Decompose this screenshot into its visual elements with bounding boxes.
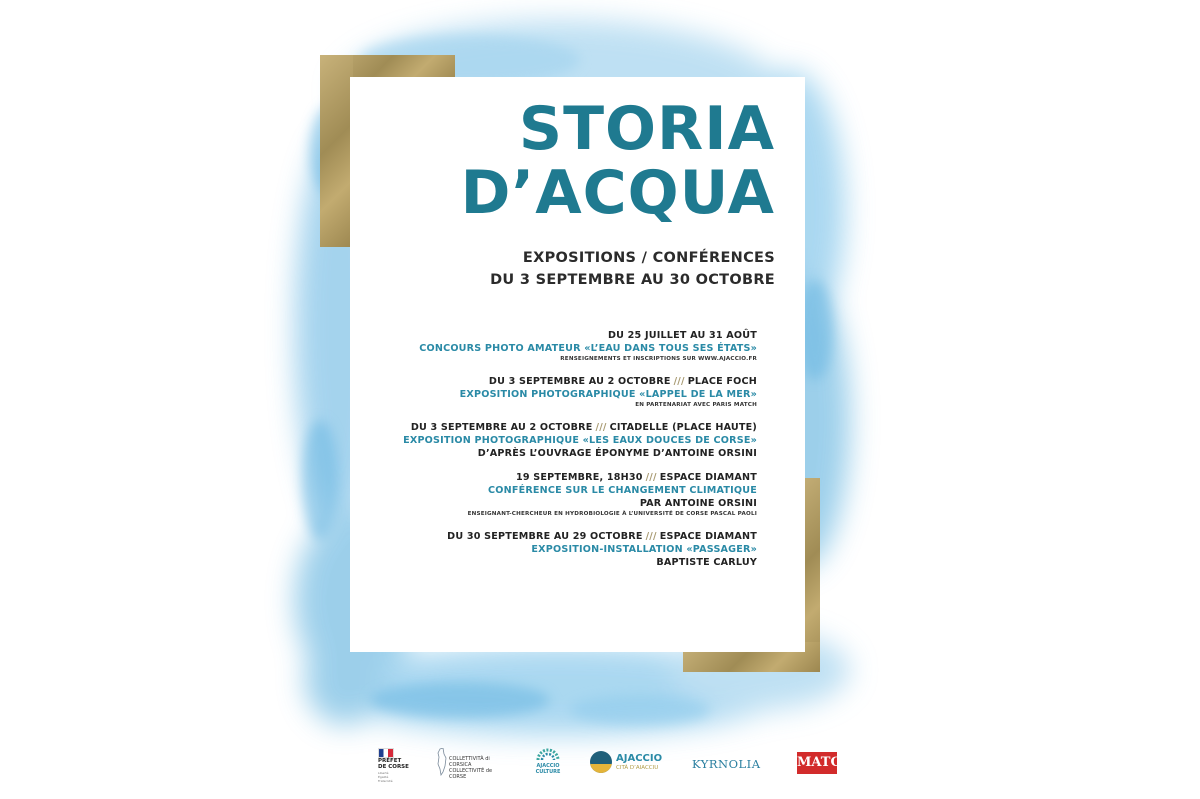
- poster-subtitle: [490, 247, 775, 291]
- event-date: 19 SEPTEMBRE, 18H30: [515, 472, 643, 483]
- title-line-2: D’ACQUA: [460, 158, 775, 228]
- event-note: ENSEIGNANT-CHERCHEUR EN HYDROBIOLOGIE À L’UNIVERSITÉ DE CORSE PASCAL PAOLI: [467, 511, 757, 517]
- ajaccio-culture-logo: [528, 744, 568, 784]
- poster-title: [460, 94, 775, 228]
- ajaccio-subtitle: CITÀ D’AIACCIU: [616, 765, 659, 771]
- event-separator: ///: [645, 531, 657, 542]
- event-heading: [337, 471, 757, 484]
- partner-logos: [370, 744, 854, 788]
- event-heading: [337, 375, 757, 388]
- event-item: [337, 471, 757, 519]
- prefet-motto: Liberté Égalité Fraternité: [378, 771, 393, 783]
- event-date: DU 3 SEPTEMBRE AU 2 OCTOBRE: [488, 376, 671, 387]
- gold-bracket-top-left-vertical: [320, 55, 353, 247]
- ajaccio-culture-label: AJACCIO CULTURE: [535, 763, 561, 775]
- prefet-label: PRÉFET DE CORSE: [378, 758, 409, 770]
- event-item: [337, 329, 757, 364]
- kyrnolia-logo: [692, 744, 772, 784]
- event-detail: D’APRÈS L’OUVRAGE ÉPONYME D’ANTOINE ORSINI: [477, 448, 757, 459]
- event-item: [337, 421, 757, 460]
- french-flag-icon: [378, 748, 394, 758]
- corsica-label: COLLETTIVITÀ di CORSICA COLLECTIVITÉ de CORSE: [449, 756, 493, 780]
- event-heading: [337, 421, 757, 434]
- subtitle-line-1: EXPOSITIONS / CONFÉRENCES: [522, 250, 775, 266]
- collectivite-de-corse-logo: [437, 744, 507, 784]
- event-separator: ///: [673, 376, 685, 387]
- paris-match-logo: [797, 744, 854, 784]
- wave-arc-icon: [536, 746, 560, 762]
- corsica-island-icon: [437, 748, 447, 776]
- event-list: [337, 329, 757, 580]
- poster-card: [350, 77, 805, 652]
- event-separator: ///: [595, 422, 607, 433]
- subtitle-line-2: DU 3 SEPTEMBRE AU 30 OCTOBRE: [490, 272, 775, 288]
- event-note: RENSEIGNEMENTS ET INSCRIPTIONS SUR WWW.AJACCIO.FR: [560, 356, 757, 362]
- event-item: [337, 375, 757, 410]
- event-detail: BAPTISTE CARLUY: [656, 557, 757, 568]
- ajaccio-city-logo: [590, 744, 670, 784]
- event-place: ESPACE DIAMANT: [659, 472, 757, 483]
- city-emblem-icon: [590, 751, 612, 773]
- match-label: MATCH: [797, 752, 837, 774]
- kyrnolia-label: KYRNOLIA: [692, 757, 761, 771]
- event-item: [337, 530, 757, 569]
- ajaccio-name: AJACCIO: [616, 753, 663, 764]
- event-note: EN PARTENARIAT AVEC PARIS MATCH: [635, 402, 757, 408]
- event-title: EXPOSITION PHOTOGRAPHIQUE «LAPPEL DE LA MER»: [459, 389, 757, 400]
- event-detail: PAR ANTOINE ORSINI: [639, 498, 757, 509]
- prefet-de-corse-logo: [376, 744, 410, 784]
- event-date: DU 30 SEPTEMBRE AU 29 OCTOBRE: [447, 531, 643, 542]
- event-title: EXPOSITION-INSTALLATION «PASSAGER»: [531, 544, 757, 555]
- event-place: PLACE FOCH: [687, 376, 757, 387]
- event-place: ESPACE DIAMANT: [659, 531, 757, 542]
- event-title: CONFÉRENCE SUR LE CHANGEMENT CLIMATIQUE: [488, 485, 757, 496]
- event-separator: ///: [645, 472, 657, 483]
- event-date: DU 25 JUILLET AU 31 AOÛT: [607, 330, 757, 341]
- event-date: DU 3 SEPTEMBRE AU 2 OCTOBRE: [410, 422, 593, 433]
- title-line-1: STORIA: [518, 94, 775, 164]
- event-heading: [337, 530, 757, 543]
- event-place: CITADELLE (PLACE HAUTE): [609, 422, 757, 433]
- event-title: CONCOURS PHOTO AMATEUR «L’EAU DANS TOUS SES ÉTATS»: [419, 343, 757, 354]
- event-title: EXPOSITION PHOTOGRAPHIQUE «LES EAUX DOUCES DE CORSE»: [403, 435, 757, 446]
